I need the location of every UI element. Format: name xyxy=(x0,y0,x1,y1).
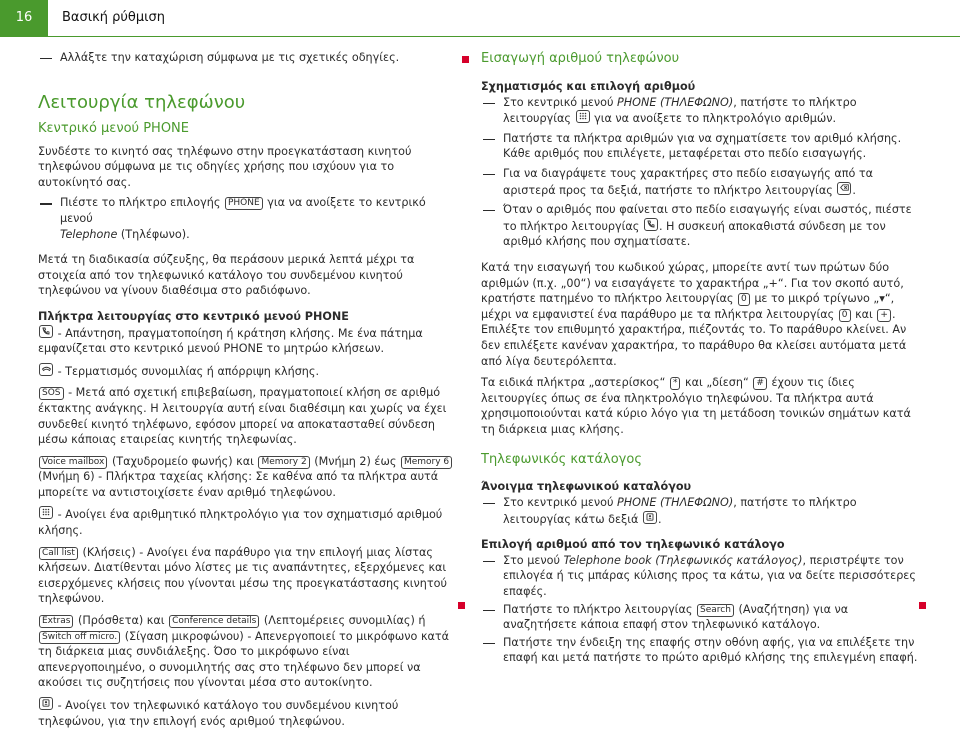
page-header xyxy=(0,0,960,36)
hash-key: # xyxy=(753,377,767,390)
phone-key: PHONE xyxy=(225,197,263,210)
text: . Επιλέξτε τον επιθυμητό χαρακτήρα, πιέζοντάς το. Το παράθυρο κλείνει. Αν δεν επιλέξετε κανέναν χαρακτήρα, το παράθυρο θα κλείσει αυτόματα μετά από λίγα δευτερόλεπτα. xyxy=(481,307,907,368)
text: (Μνήμη 2) έως xyxy=(314,454,397,468)
text: (Κλήσεις) - Ανοίγει ένα παράθυρο για την επιλογή μιας λίστας κλήσεων. Διατίθενται μόνο λίστες με τις αναπάντητες, εξερχόμενες και εισερχόμενες κλήσεις που γίνονται μέσω της προεγκατάστασης κινητού τηλεφώνου. xyxy=(38,545,447,606)
zero-key: 0 xyxy=(839,309,851,322)
subheading: Άνοιγμα τηλεφωνικού καταλόγου xyxy=(481,480,692,494)
text: για να ανοίξετε το πληκτρολόγιο αριθμών. xyxy=(594,112,837,126)
menu-name: Telephone xyxy=(60,227,118,241)
text: (Ταχυδρομείο φωνής) και xyxy=(111,454,254,468)
function-item xyxy=(38,697,458,729)
text: - Ανοίγει ένα αριθμητικό πληκτρολόγιο για τον σχηματισμό αριθμού κλήσης. xyxy=(38,508,443,538)
bullet-item xyxy=(481,495,921,527)
search-key: Search xyxy=(697,604,734,617)
bullet-item xyxy=(481,202,921,250)
bullet-item xyxy=(38,195,458,242)
text: (Πρόσθετα) και xyxy=(78,614,165,628)
text: (Λεπτομέρειες συνομιλίας) ή xyxy=(263,614,426,628)
text: Όταν ο αριθμός που φαίνεται στο πεδίο εισαγωγής είναι σωστός, πιέστε το πλήκτρο λειτουργίας xyxy=(503,203,912,233)
text: . xyxy=(658,512,662,526)
keypad-icon xyxy=(39,506,53,519)
text: και „δίεση“ xyxy=(685,376,749,390)
text: Πιέστε το πλήκτρο επιλογής xyxy=(60,196,221,210)
menu-name: PHONE (ΤΗΛΕΦΩΝΟ) xyxy=(617,496,734,510)
function-item xyxy=(38,385,458,447)
text: Στο κεντρικό μενού xyxy=(503,95,614,109)
subheading: Σχηματισμός και επιλογή αριθμού xyxy=(481,80,696,93)
text: , πατήστε το πλήκτρο λειτουργίας κάτω δεξιά xyxy=(503,496,857,526)
bullet-item: Για να διαγράψετε τους χαρακτήρες στο πεδίο εισαγωγής από τα αριστερά προς τα δεξιά, πατήστε το πλήκτρο λειτουργίας . xyxy=(481,166,921,198)
zero-key: 0 xyxy=(738,293,750,306)
plus-key: + xyxy=(877,309,891,322)
left-column xyxy=(38,50,458,729)
backspace-icon xyxy=(837,182,851,195)
function-item xyxy=(38,454,458,501)
section-marker xyxy=(462,56,469,63)
extras-key: Extras xyxy=(39,615,73,628)
function-item xyxy=(38,506,458,538)
phone-handset-icon xyxy=(644,218,658,231)
text: Τα ειδικά πλήκτρα „αστερίσκος“ xyxy=(481,376,666,390)
function-item xyxy=(38,545,458,607)
text: (Τηλέφωνο). xyxy=(120,227,190,241)
keypad-icon xyxy=(576,110,590,123)
function-item xyxy=(38,613,458,691)
text: με το μικρό τρίγωνο „ xyxy=(754,292,880,306)
function-item xyxy=(38,325,458,357)
hang-up-icon xyxy=(39,363,53,376)
bullet-item xyxy=(481,602,921,633)
header-divider xyxy=(0,36,960,37)
phone-handset-icon xyxy=(39,325,53,338)
section-title: Τηλεφωνικός κατάλογος xyxy=(481,452,642,468)
phonebook-icon xyxy=(643,511,657,524)
section-title: Λειτουργία τηλεφώνου xyxy=(38,91,246,113)
chapter-title: Βασική ρύθμιση xyxy=(62,10,166,25)
section-title: Εισαγωγή αριθμού τηλεφώνου xyxy=(481,51,680,66)
text: - Ανοίγει τον τηλεφωνικό κατάλογο του συνδεμένου κινητού τηλεφώνου, για την επιλογή ενός αριθμού τηλεφώνου. xyxy=(38,699,399,728)
text: Στο κεντρικό μενού xyxy=(503,496,614,510)
bullet-item: Πατήστε την ένδειξη της επαφής στην οθόνη αφής, για να επιλέξετε την επαφή και μετά πατήστε το πρώτο αριθμό κλήσης της επιλεγμένη επαφή. xyxy=(481,635,921,666)
triangle-icon: ▾ xyxy=(879,292,885,306)
subheading: Επιλογή αριθμού από τον τηλεφωνικό κατάλογο xyxy=(481,538,785,552)
text: (Σίγαση μικροφώνου) - Απενεργοποιεί το μικρόφωνο κατά τη διάρκεια μιας συνδιάλεξης. Όσο το μικρόφωνο είναι απενεργοποιημένο, ο συνομιλητής σας στο τηλέφωνο δεν μπορεί να ακούσει τις συζητήσεις που γίνονται μέσα στο αυτοκίνητο. xyxy=(38,629,450,690)
star-key: * xyxy=(670,377,681,390)
text: για να ανοίξετε το κεντρικό μενού xyxy=(60,196,426,225)
paragraph: Συνδέστε το κινητό σας τηλέφωνο στην προεγκατάσταση κινητού τηλεφώνου σύμφωνα με τις οδηγίες χρήσης που ισχύουν για το αυτοκίνητό σας. xyxy=(38,144,412,189)
text: Πατήστε το πλήκτρο λειτουργίας xyxy=(503,602,693,616)
bullet-item xyxy=(481,95,921,127)
section-subtitle: Κεντρικό μενού PHONE xyxy=(38,120,189,136)
text: “, μέχρι να εμφανιστεί ένα παράθυρο με τα πλήκτρα λειτουργίας xyxy=(481,292,895,321)
page-number: 16 xyxy=(0,0,48,36)
text: έχουν τις ίδιες λειτουργίες όπως σε ένα πληκτρολόγιο τηλεφώνου. Τα πλήκτρα αυτά χρησιμοποιούνται κατά κύριο λόγο για τη μετάδοση τονικών σημάτων κατά τη διάρκεια μιας κλήσης. xyxy=(481,376,911,436)
paragraph xyxy=(481,260,921,369)
conference-details-key: Conference details xyxy=(169,615,259,628)
text: . Η συσκευή αποκαθιστά σύνδεση με τον αριθμό κλήσης που σχηματίσατε. xyxy=(503,219,886,249)
text: (Μνήμη 6) - Πλήκτρα ταχείας κλήσης: Σε καθένα από τα πλήκτρα αυτά μπορείτε να αντιστοιχίσετε έναν αριθμό τηλεφώνου. xyxy=(38,470,439,499)
bullet-item: Πατήστε τα πλήκτρα αριθμών για να σχηματίσετε τον αριθμό κλήσης. Κάθε αριθμός που επιλέγετε, μεταφέρεται στο πεδίο εισαγωγής. xyxy=(481,131,921,162)
bullet-item: Αλλάξτε την καταχώριση σύμφωνα με τις σχετικές οδηγίες. xyxy=(38,50,458,66)
voice-mailbox-key: Voice mailbox xyxy=(39,456,107,469)
paragraph xyxy=(481,375,921,437)
bullet-item xyxy=(481,553,921,600)
text: - Μετά από σχετική επιβεβαίωση, πραγματοποιεί κλήση σε αριθμό έκτακτης ανάγκης. Η λειτουργία αυτή είναι διαθέσιμη και χωρίς να έχει συνδεθεί κινητό τηλέφωνο, εφόσον μπορεί να αποκατασταθεί σύνδεση μέσω κάποιας εταιρείας κινητής τηλεφωνίας. xyxy=(38,386,447,447)
sos-key: SOS xyxy=(39,387,64,400)
text: και xyxy=(855,307,873,321)
text: (Αναζήτηση) για να αναζητήσετε κάποια επαφή στον τηλεφωνικό κατάλογο. xyxy=(503,602,849,632)
call-list-key: Call list xyxy=(39,547,78,560)
right-column xyxy=(481,50,921,666)
switch-off-micro-key: Switch off micro. xyxy=(39,631,120,644)
text: - Τερματισμός συνομιλίας ή απόρριψη κλήσης. xyxy=(57,364,320,378)
phonebook-icon xyxy=(39,697,53,710)
function-item xyxy=(38,363,458,380)
text: , περιστρέψτε τον επιλογέα ή τις μπάρας κύλισης προς τα κάτω, για να δείτε περισσότερες επαφές. xyxy=(503,553,916,599)
end-marker xyxy=(458,602,465,609)
text: Για να διαγράψετε τους χαρακτήρες στο πεδίο εισαγωγής από τα αριστερά προς τα δεξιά, πατήστε το πλήκτρο λειτουργίας xyxy=(503,166,873,197)
memory-2-key: Memory 2 xyxy=(258,456,309,469)
text: Κατά την εισαγωγή του κωδικού χώρας, μπορείτε αντί των πρώτων δύο αριθμών (π.χ. „00“) να εισαγάγετε το χαρακτήρα „+“. Για τον σκοπό αυτό, κρατήστε πατημένο το πλήκτρο λειτουργίας xyxy=(481,260,904,306)
text: Στο μενού xyxy=(503,553,560,567)
subheading: Πλήκτρα λειτουργίας στο κεντρικό μενού PHONE xyxy=(38,309,349,323)
end-marker xyxy=(919,602,926,609)
text: , πατήστε το πλήκτρο λειτουργίας xyxy=(503,95,857,126)
memory-6-key: Memory 6 xyxy=(401,456,452,469)
text: - Απάντηση, πραγματοποίηση ή κράτηση κλήσης. Με ένα πάτημα εμφανίζεται στο κεντρικό μενού PHONE το μητρώο κλήσεων. xyxy=(38,326,423,356)
paragraph: Μετά τη διαδικασία σύζευξης, θα περάσουν μερικά λεπτά μέχρι τα στοιχεία από τον τηλεφωνικό κατάλογο του συνδεμένου κινητού τηλεφώνου να γίνουν διαθέσιμα στο ραδιόφωνο. xyxy=(38,253,415,298)
menu-name: Telephone book (Τηλεφωνικός κατάλογος) xyxy=(563,553,803,567)
menu-name: PHONE (ΤΗΛΕΦΩΝΟ) xyxy=(617,95,734,109)
